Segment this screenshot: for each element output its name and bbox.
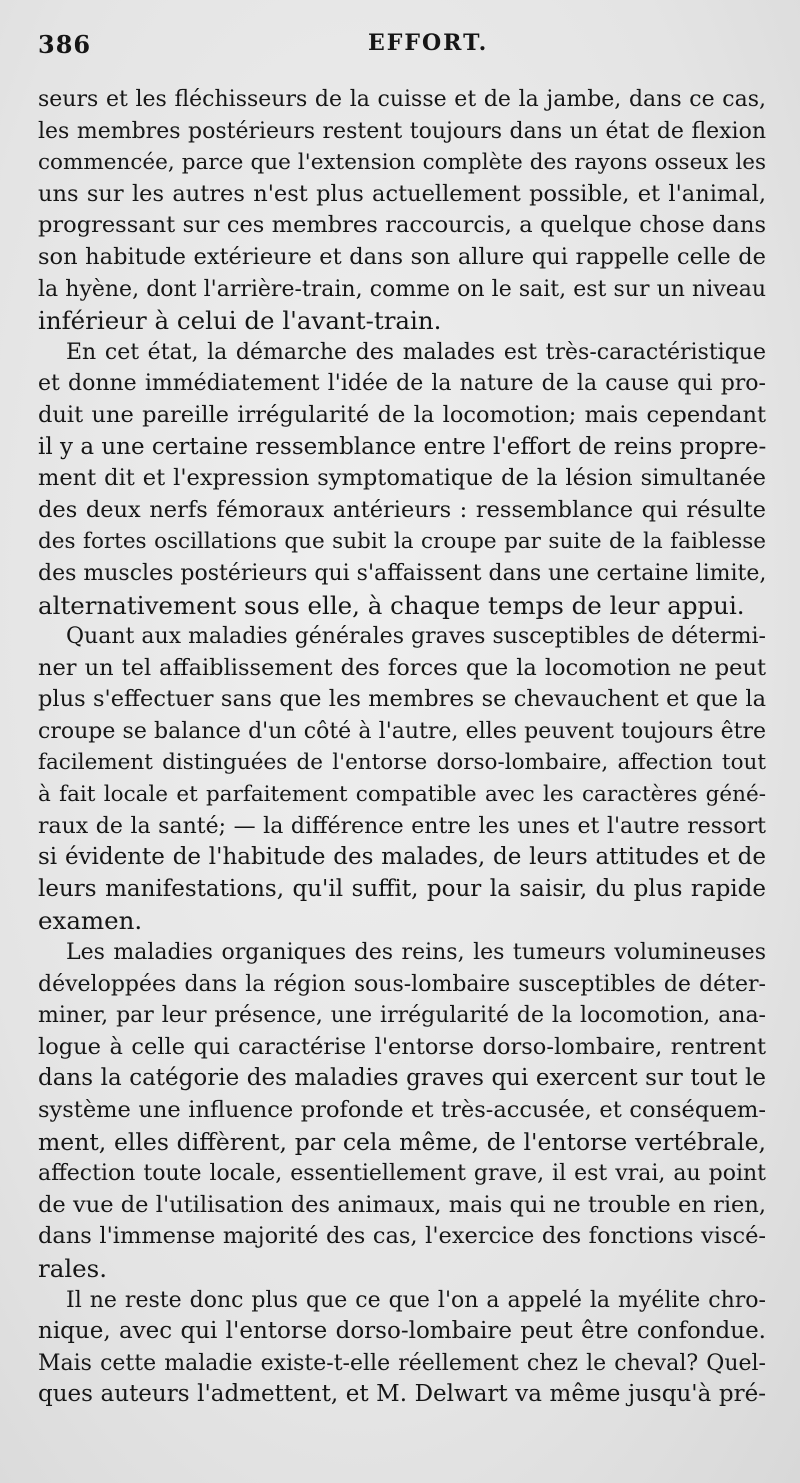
text-line: croupe se balance d'un côté à l'autre, elles peuvent toujours être [38, 718, 766, 744]
text-line: des deux nerfs fémoraux antérieurs : ressemblance qui résulte [38, 496, 766, 523]
text-line: la hyène, dont l'arrière-train, comme on le sait, est sur un niveau [38, 276, 766, 302]
text-line: il y a une certaine ressemblance entre l'effort de reins propre- [38, 433, 767, 460]
page-number: 386 [38, 30, 92, 59]
text-line: inférieur à celui de l'avant-train. [38, 306, 442, 336]
text-line: des muscles postérieurs qui s'affaissent dans une certaine limite, [38, 560, 767, 586]
text-line: logue à celle qui caractérise l'entorse dorso-lombaire, rentrent [38, 1033, 766, 1060]
text-line: Mais cette maladie existe-t-elle réellement chez le cheval? Quel- [38, 1350, 766, 1376]
text-line: dans la catégorie des maladies graves qui exercent sur tout le [38, 1065, 766, 1092]
text-line: examen. [38, 906, 143, 936]
text-line: ques auteurs l'admettent, et M. Delwart va même jusqu'à pré- [38, 1381, 766, 1408]
text-line: et donne immédiatement l'idée de la nature de la cause qui pro- [38, 371, 766, 397]
text-line: alternativement sous elle, à chaque temps de leur appui. [38, 590, 745, 620]
text-line: commencée, parce que l'extension complète des rayons osseux les [38, 150, 766, 176]
text-line: leurs manifestations, qu'il suffit, pour la saisir, du plus rapide [38, 875, 766, 902]
text-line: progressant sur ces membres raccourcis, a quelque chose dans [38, 212, 766, 239]
text-line: système une influence profonde et très-accusée, et conséquem- [38, 1097, 766, 1123]
text-line: si évidente de l'habitude des malades, de leurs attitudes et de [38, 844, 766, 871]
text-line: seurs et les fléchisseurs de la cuisse et de la jambe, dans ce cas, [38, 87, 766, 112]
text-line: Quant aux maladies générales graves susceptibles de détermi- [66, 624, 766, 650]
page-header [38, 30, 760, 70]
text-line: ment, elles diffèrent, par cela même, de l'entorse vertébrale, [38, 1127, 766, 1156]
text-line: de vue de l'utilisation des animaux, mais qui ne trouble en rien, [38, 1191, 766, 1218]
text-line: affection toute locale, essentiellement grave, il est vrai, au point [38, 1161, 766, 1187]
text-line: facilement distinguées de l'entorse dorso-lombaire, affection tout [38, 750, 766, 776]
text-line: plus s'effectuer sans que les membres se chevauchent et que la [38, 686, 766, 713]
text-line: En cet état, la démarche des malades est très-caractéristique [66, 339, 766, 365]
text-line: à fait locale et parfaitement compatible avec les caractères géné- [38, 782, 766, 808]
text-line: uns sur les autres n'est plus actuellement possible, et l'animal, [38, 180, 766, 207]
text-line: nique, avec qui l'entorse dorso-lombaire peut être confondue. [38, 1318, 766, 1345]
text-line: miner, par leur présence, une irrégularité de la locomotion, ana- [38, 1003, 766, 1029]
running-head: EFFORT. [368, 30, 489, 56]
text-line: son habitude extérieure et dans son allure qui rappelle celle de [38, 243, 766, 270]
text-line: duit une pareille irrégularité de la locomotion; mais cependant [38, 401, 766, 428]
text-line: Il ne reste donc plus que ce que l'on a appelé la myélite chro- [66, 1287, 766, 1313]
text-line: rales. [38, 1253, 108, 1283]
text-line: ner un tel affaiblissement des forces que la locomotion ne peut [38, 654, 766, 681]
text-line: Les maladies organiques des reins, les tumeurs volumineuses [66, 940, 766, 966]
text-line: dans l'immense majorité des cas, l'exercice des fonctions viscé- [38, 1223, 766, 1250]
text-line: les membres postérieurs restent toujours dans un état de flexion [38, 118, 766, 144]
text-line: développées dans la région sous-lombaire susceptibles de déter- [38, 971, 766, 997]
text-line: des fortes oscillations que subit la croupe par suite de la faiblesse [38, 529, 766, 555]
body-text [38, 84, 766, 1411]
text-line: ment dit et l'expression symptomatique de la lésion simultanée [38, 465, 766, 492]
text-line: raux de la santé; — la différence entre les unes et l'autre ressort [38, 813, 766, 839]
